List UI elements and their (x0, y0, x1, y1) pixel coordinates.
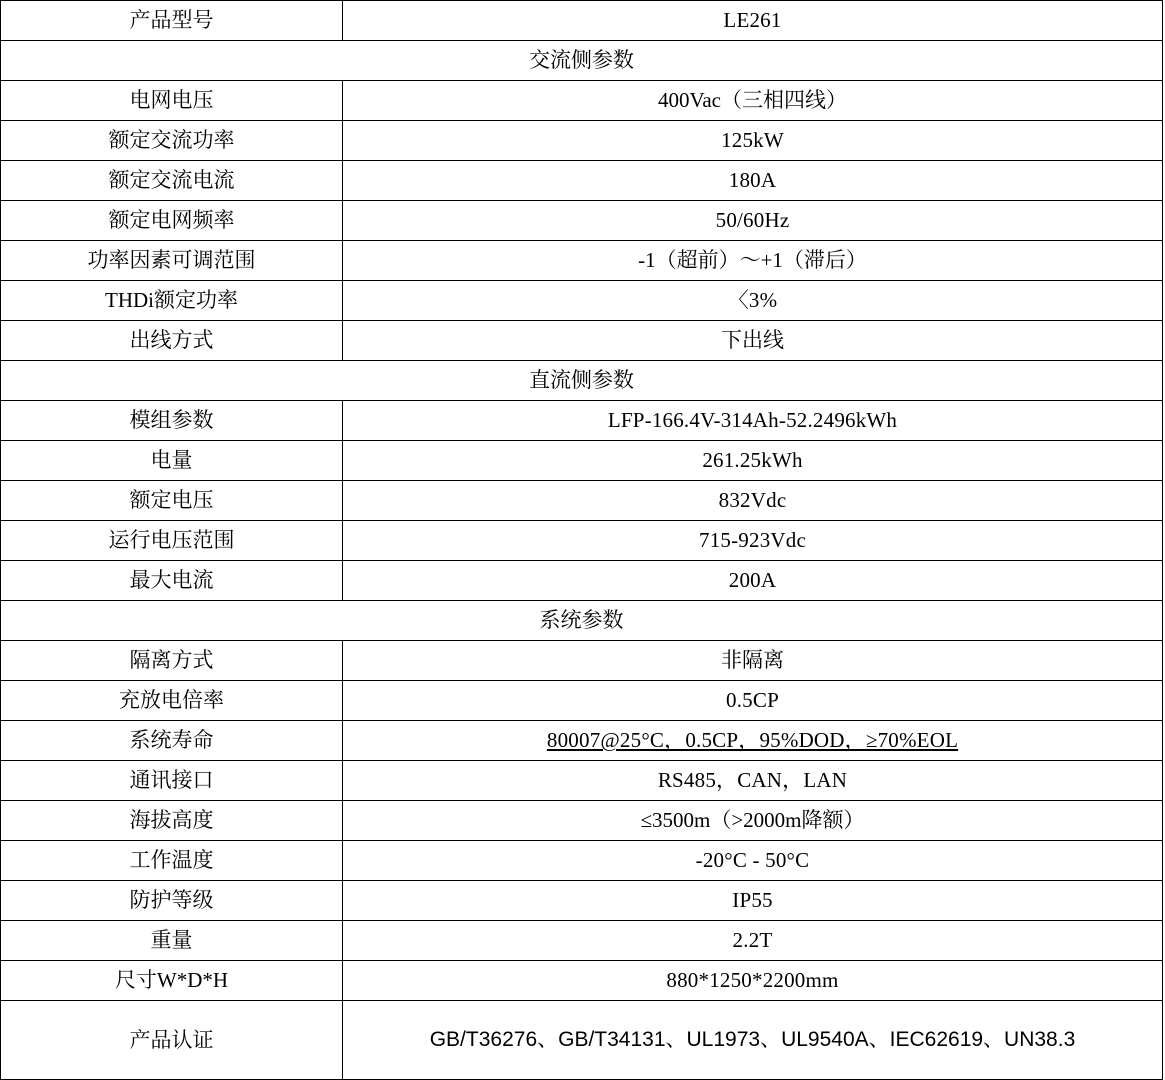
spec-value: 200A (343, 561, 1163, 601)
spec-value: 180A (343, 161, 1163, 201)
spec-value: 125kW (343, 121, 1163, 161)
spec-label: 通讯接口 (1, 761, 343, 801)
spec-label: 尺寸W*D*H (1, 961, 343, 1001)
spec-value: 0.5CP (343, 681, 1163, 721)
spec-value: 715-923Vdc (343, 521, 1163, 561)
spec-label: 电网电压 (1, 81, 343, 121)
spec-label: 工作温度 (1, 841, 343, 881)
table-row (1, 881, 1163, 921)
spec-label: 隔离方式 (1, 641, 343, 681)
table-row (1, 441, 1163, 481)
spec-value: 880*1250*2200mm (343, 961, 1163, 1001)
table-row (1, 521, 1163, 561)
spec-value: -20°C - 50°C (343, 841, 1163, 881)
spec-value: 〈3% (343, 281, 1163, 321)
table-row (1, 241, 1163, 281)
table-row (1, 921, 1163, 961)
spec-label: 产品认证 (1, 1001, 343, 1080)
spec-value: IP55 (343, 881, 1163, 921)
table-row (1, 321, 1163, 361)
spec-value: 50/60Hz (343, 201, 1163, 241)
table-row (1, 641, 1163, 681)
spec-section-row (1, 361, 1163, 401)
spec-label: 额定交流电流 (1, 161, 343, 201)
spec-label: 最大电流 (1, 561, 343, 601)
table-row (1, 281, 1163, 321)
spec-section-title: 系统参数 (1, 601, 1163, 641)
table-row (1, 121, 1163, 161)
spec-value: GB/T36276、GB/T34131、UL1973、UL9540A、IEC62619、UN38.3 (343, 1001, 1163, 1080)
spec-label: 防护等级 (1, 881, 343, 921)
table-row (1, 561, 1163, 601)
table-row (1, 81, 1163, 121)
spec-value: LFP-166.4V-314Ah-52.2496kWh (343, 401, 1163, 441)
table-row (1, 721, 1163, 761)
table-row (1, 161, 1163, 201)
spec-value: LE261 (343, 1, 1163, 41)
spec-section-title: 直流侧参数 (1, 361, 1163, 401)
spec-value: 80007@25°C，0.5CP，95%DOD，≥70%EOL (343, 721, 1163, 761)
spec-value: 非隔离 (343, 641, 1163, 681)
spec-label: 充放电倍率 (1, 681, 343, 721)
spec-section-row (1, 601, 1163, 641)
spec-label: 额定交流功率 (1, 121, 343, 161)
spec-value: 下出线 (343, 321, 1163, 361)
spec-label: THDi额定功率 (1, 281, 343, 321)
spec-table-body (1, 1, 1163, 1080)
table-row (1, 841, 1163, 881)
spec-label: 电量 (1, 441, 343, 481)
spec-label: 海拔高度 (1, 801, 343, 841)
spec-value: 400Vac（三相四线） (343, 81, 1163, 121)
spec-value: ≤3500m（>2000m降额） (343, 801, 1163, 841)
table-row (1, 481, 1163, 521)
spec-value: RS485，CAN，LAN (343, 761, 1163, 801)
spec-value: -1（超前）～+1（滞后） (343, 241, 1163, 281)
spec-label: 额定电网频率 (1, 201, 343, 241)
spec-section-row (1, 41, 1163, 81)
table-row (1, 801, 1163, 841)
spec-label: 运行电压范围 (1, 521, 343, 561)
table-row (1, 681, 1163, 721)
spec-label: 重量 (1, 921, 343, 961)
table-row (1, 1001, 1163, 1080)
spec-label: 产品型号 (1, 1, 343, 41)
spec-label: 模组参数 (1, 401, 343, 441)
table-row (1, 401, 1163, 441)
spec-label: 出线方式 (1, 321, 343, 361)
spec-value: 832Vdc (343, 481, 1163, 521)
spec-section-title: 交流侧参数 (1, 41, 1163, 81)
spec-value: 2.2T (343, 921, 1163, 961)
table-row (1, 761, 1163, 801)
spec-value: 261.25kWh (343, 441, 1163, 481)
spec-label: 系统寿命 (1, 721, 343, 761)
table-row (1, 961, 1163, 1001)
table-row (1, 1, 1163, 41)
spec-label: 额定电压 (1, 481, 343, 521)
spec-label: 功率因素可调范围 (1, 241, 343, 281)
table-row (1, 201, 1163, 241)
